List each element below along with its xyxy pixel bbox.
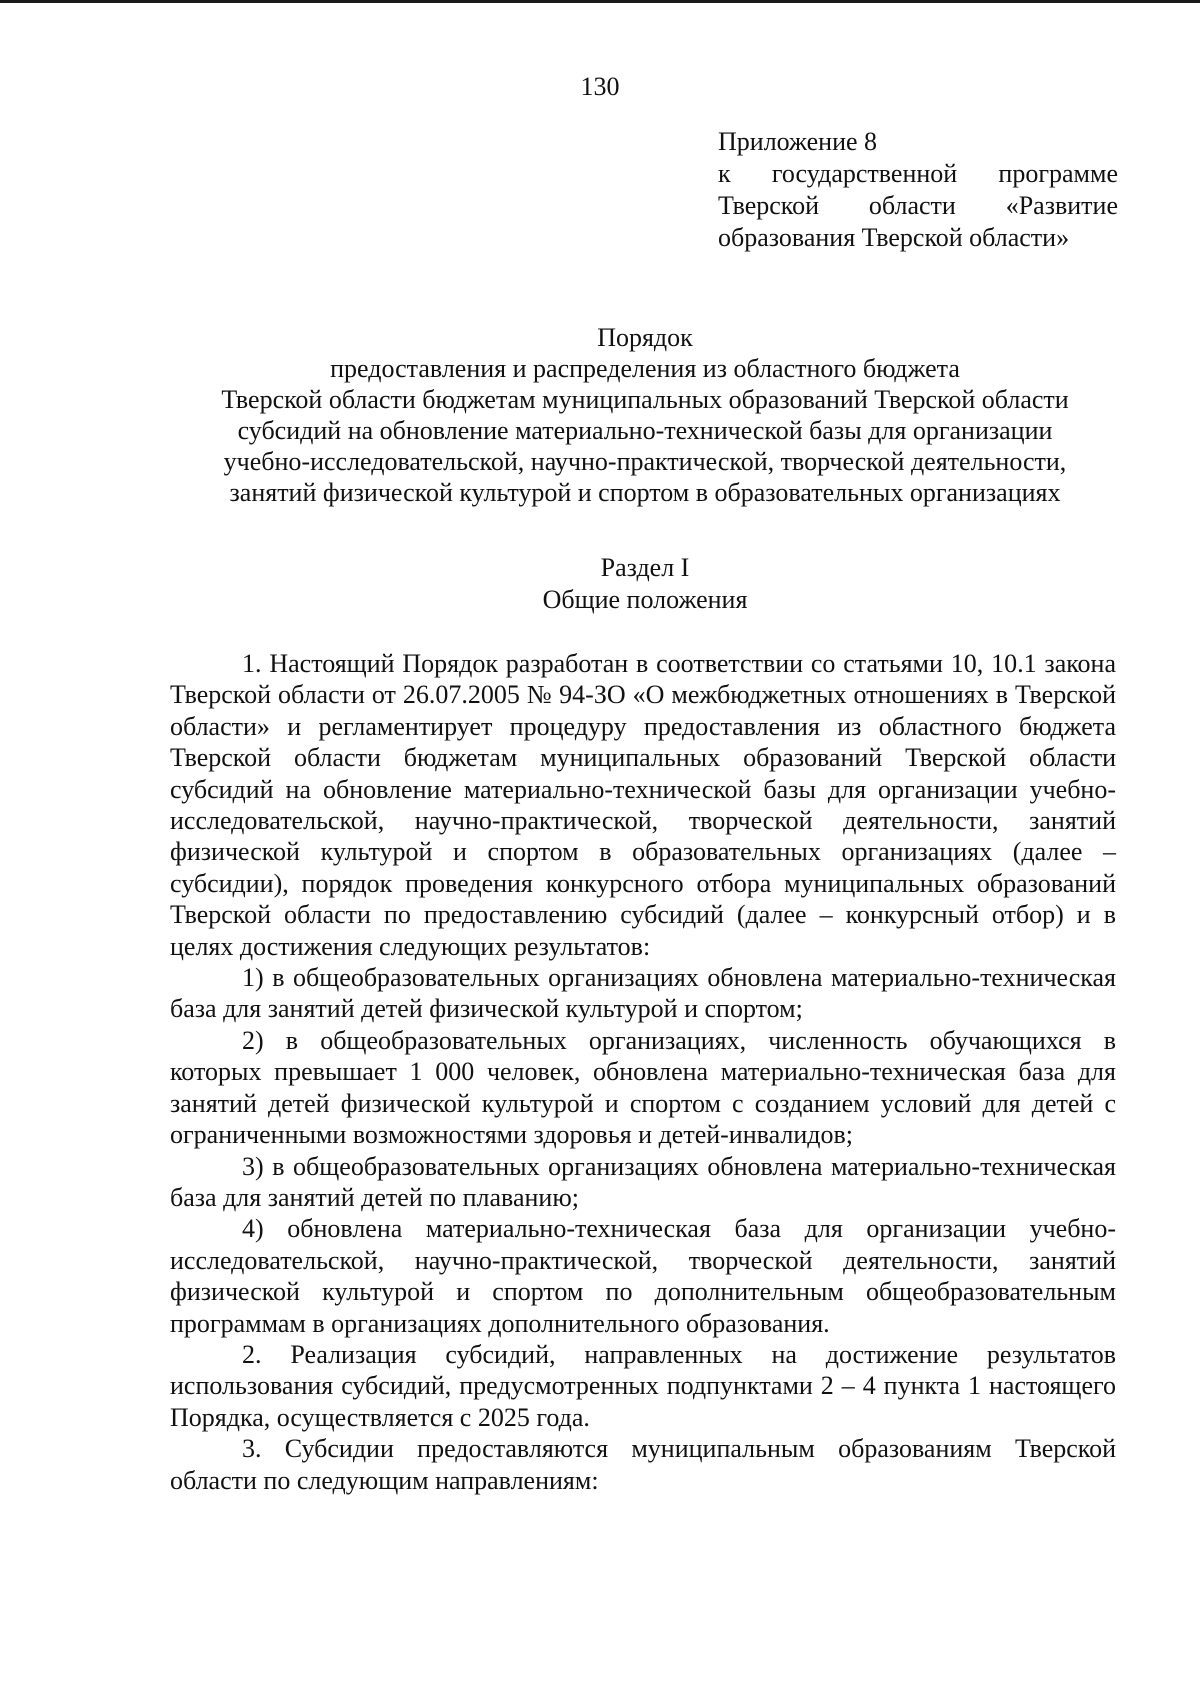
appendix-title: Приложение 8 bbox=[718, 127, 878, 156]
title-line: субсидий на обновление материально-технической базы для организации bbox=[237, 416, 1053, 445]
title-line: занятий физической культурой и спортом в образовательных организациях bbox=[229, 478, 1061, 507]
body-text bbox=[170, 648, 1116, 1496]
paragraph: 2) в общеобразовательных организациях, численность обучающихся в которых превышает 1 000 человек, обновлена материально-техническая база для занятий детей физической культурой и спортом с созданием условий для детей с ограниченными возможностями здоровья и детей-инвалидов; bbox=[170, 1025, 1116, 1150]
appendix-line: к государственной программе bbox=[718, 159, 1118, 188]
page-number: 130 bbox=[580, 72, 620, 101]
title-line: предоставления и распределения из областного бюджета bbox=[330, 354, 960, 383]
section-name: Общие положения bbox=[542, 585, 748, 614]
title-line: учебно-исследовательской, научно-практической, творческой деятельности, bbox=[223, 447, 1067, 476]
paragraph: 1. Настоящий Порядок разработан в соответствии со статьями 10, 10.1 закона Тверской области от 26.07.2005 № 94-ЗО «О межбюджетных отношениях в Тверской области» и регламентирует процедуру предоставления из областного бюджета Тверской области бюджетам муниципальных образований Тверской области субсидий на обновление материально-технической базы для организации учебно-исследовательской, научно-практической, творческой деятельности, занятий физической культурой и спортом в образовательных организациях (далее – субсидии), порядок проведения конкурсного отбора муниципальных образований Тверской области по предоставлению субсидий (далее – конкурсный отбор) и в целях достижения следующих результатов: bbox=[170, 649, 1116, 961]
title-line: Тверской области бюджетам муниципальных образований Тверской области bbox=[221, 385, 1069, 414]
appendix-line: образования Тверской области» bbox=[718, 223, 1070, 252]
appendix-line: Тверской области «Развитие bbox=[718, 191, 1118, 220]
paragraph: 3. Субсидии предоставляются муниципальным образованиям Тверской области по следующим направлениям: bbox=[170, 1434, 1116, 1495]
paragraph: 3) в общеобразовательных организациях обновлена материально-техническая база для занятий детей по плаванию; bbox=[170, 1151, 1116, 1212]
title-heading: Порядок bbox=[597, 323, 693, 352]
paragraph: 1) в общеобразовательных организациях обновлена материально-техническая база для занятий детей физической культурой и спортом; bbox=[170, 963, 1116, 1024]
section-heading bbox=[150, 552, 1140, 616]
paragraph: 2. Реализация субсидий, направленных на достижение результатов использования субсидий, предусмотренных подпунктами 2 – 4 пункта 1 настоящего Порядка, осуществляется с 2025 года. bbox=[170, 1339, 1116, 1432]
section-label: Раздел I bbox=[600, 553, 690, 582]
document-title bbox=[150, 322, 1140, 508]
scan-edge bbox=[0, 0, 1200, 3]
appendix-block bbox=[718, 126, 1118, 254]
paragraph: 4) обновлена материально-техническая база для организации учебно-исследовательской, научно-практической, творческой деятельности, занятий физической культурой и спортом по дополнительным общеобразовательным программам в организациях дополнительного образования. bbox=[170, 1214, 1116, 1338]
